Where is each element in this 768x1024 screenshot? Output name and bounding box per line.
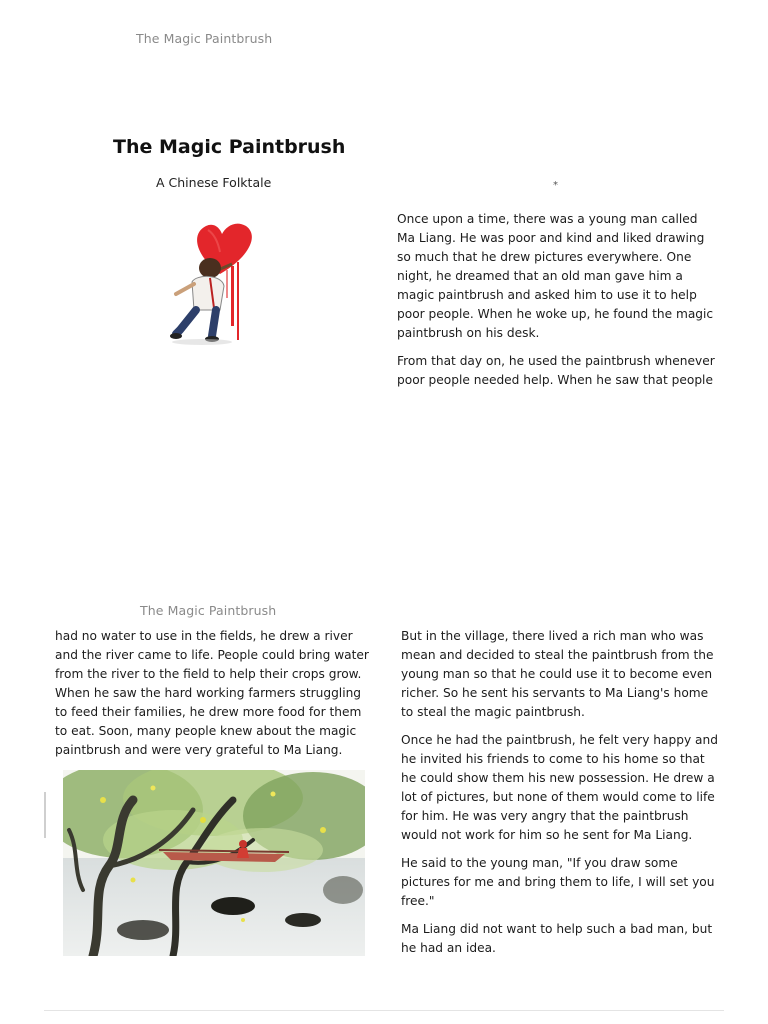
paragraph: Ma Liang did not want to help such a bad man, but he had an idea. (401, 922, 713, 955)
paragraph: Once he had the paintbrush, he felt very happy and he invited his friends to come to his home so that he could show them his new possession. He drew a lot of pictures, but none of them would come to life for him. He was very angry that the paintbrush would not work for him so he sent for Ma Liang. (401, 733, 718, 842)
story-subtitle: A Chinese Folktale (156, 175, 272, 190)
paragraph: had no water to use in the fields, he drew a river and the river came to life. People could bring water from the river to the field to help their crops grow. When he saw the hard working farmers struggling to feed their families, he drew more food for them to eat. Soon, many people knew about the magic paintbrush and were very grateful to Ma Liang. (55, 629, 369, 757)
page2-right-text-column (401, 627, 723, 967)
paragraph: He said to the young man, "If you draw some pictures for me and bring them to life, I will set you free." (401, 856, 715, 908)
page1-text-column (397, 210, 719, 399)
river-boat-ink-painting (63, 770, 365, 956)
running-header: The Magic Paintbrush (136, 31, 273, 46)
story-title: The Magic Paintbrush (113, 136, 346, 158)
margin-marker (44, 792, 46, 838)
paragraph: But in the village, there lived a rich man who was mean and decided to steal the paintbrush from the young man so that he could use it to become even richer. So he sent his servants to Ma Liang's home to steal the magic paintbrush. (401, 629, 714, 719)
running-header: The Magic Paintbrush (140, 603, 277, 618)
boy-painting-heart-illustration (162, 212, 262, 347)
page-bottom-divider (44, 1010, 724, 1011)
asterisk-mark: * (553, 180, 558, 191)
page2-left-text-column (55, 627, 373, 769)
paragraph: From that day on, he used the paintbrush whenever poor people needed help. When he saw that people (397, 354, 715, 387)
paragraph: Once upon a time, there was a young man called Ma Liang. He was poor and kind and liked drawing so much that he drew pictures everywhere. One night, he dreamed that an old man gave him a magic paintbrush and asked him to use it to help poor people. When he woke up, he found the magic paintbrush on his desk. (397, 212, 714, 340)
